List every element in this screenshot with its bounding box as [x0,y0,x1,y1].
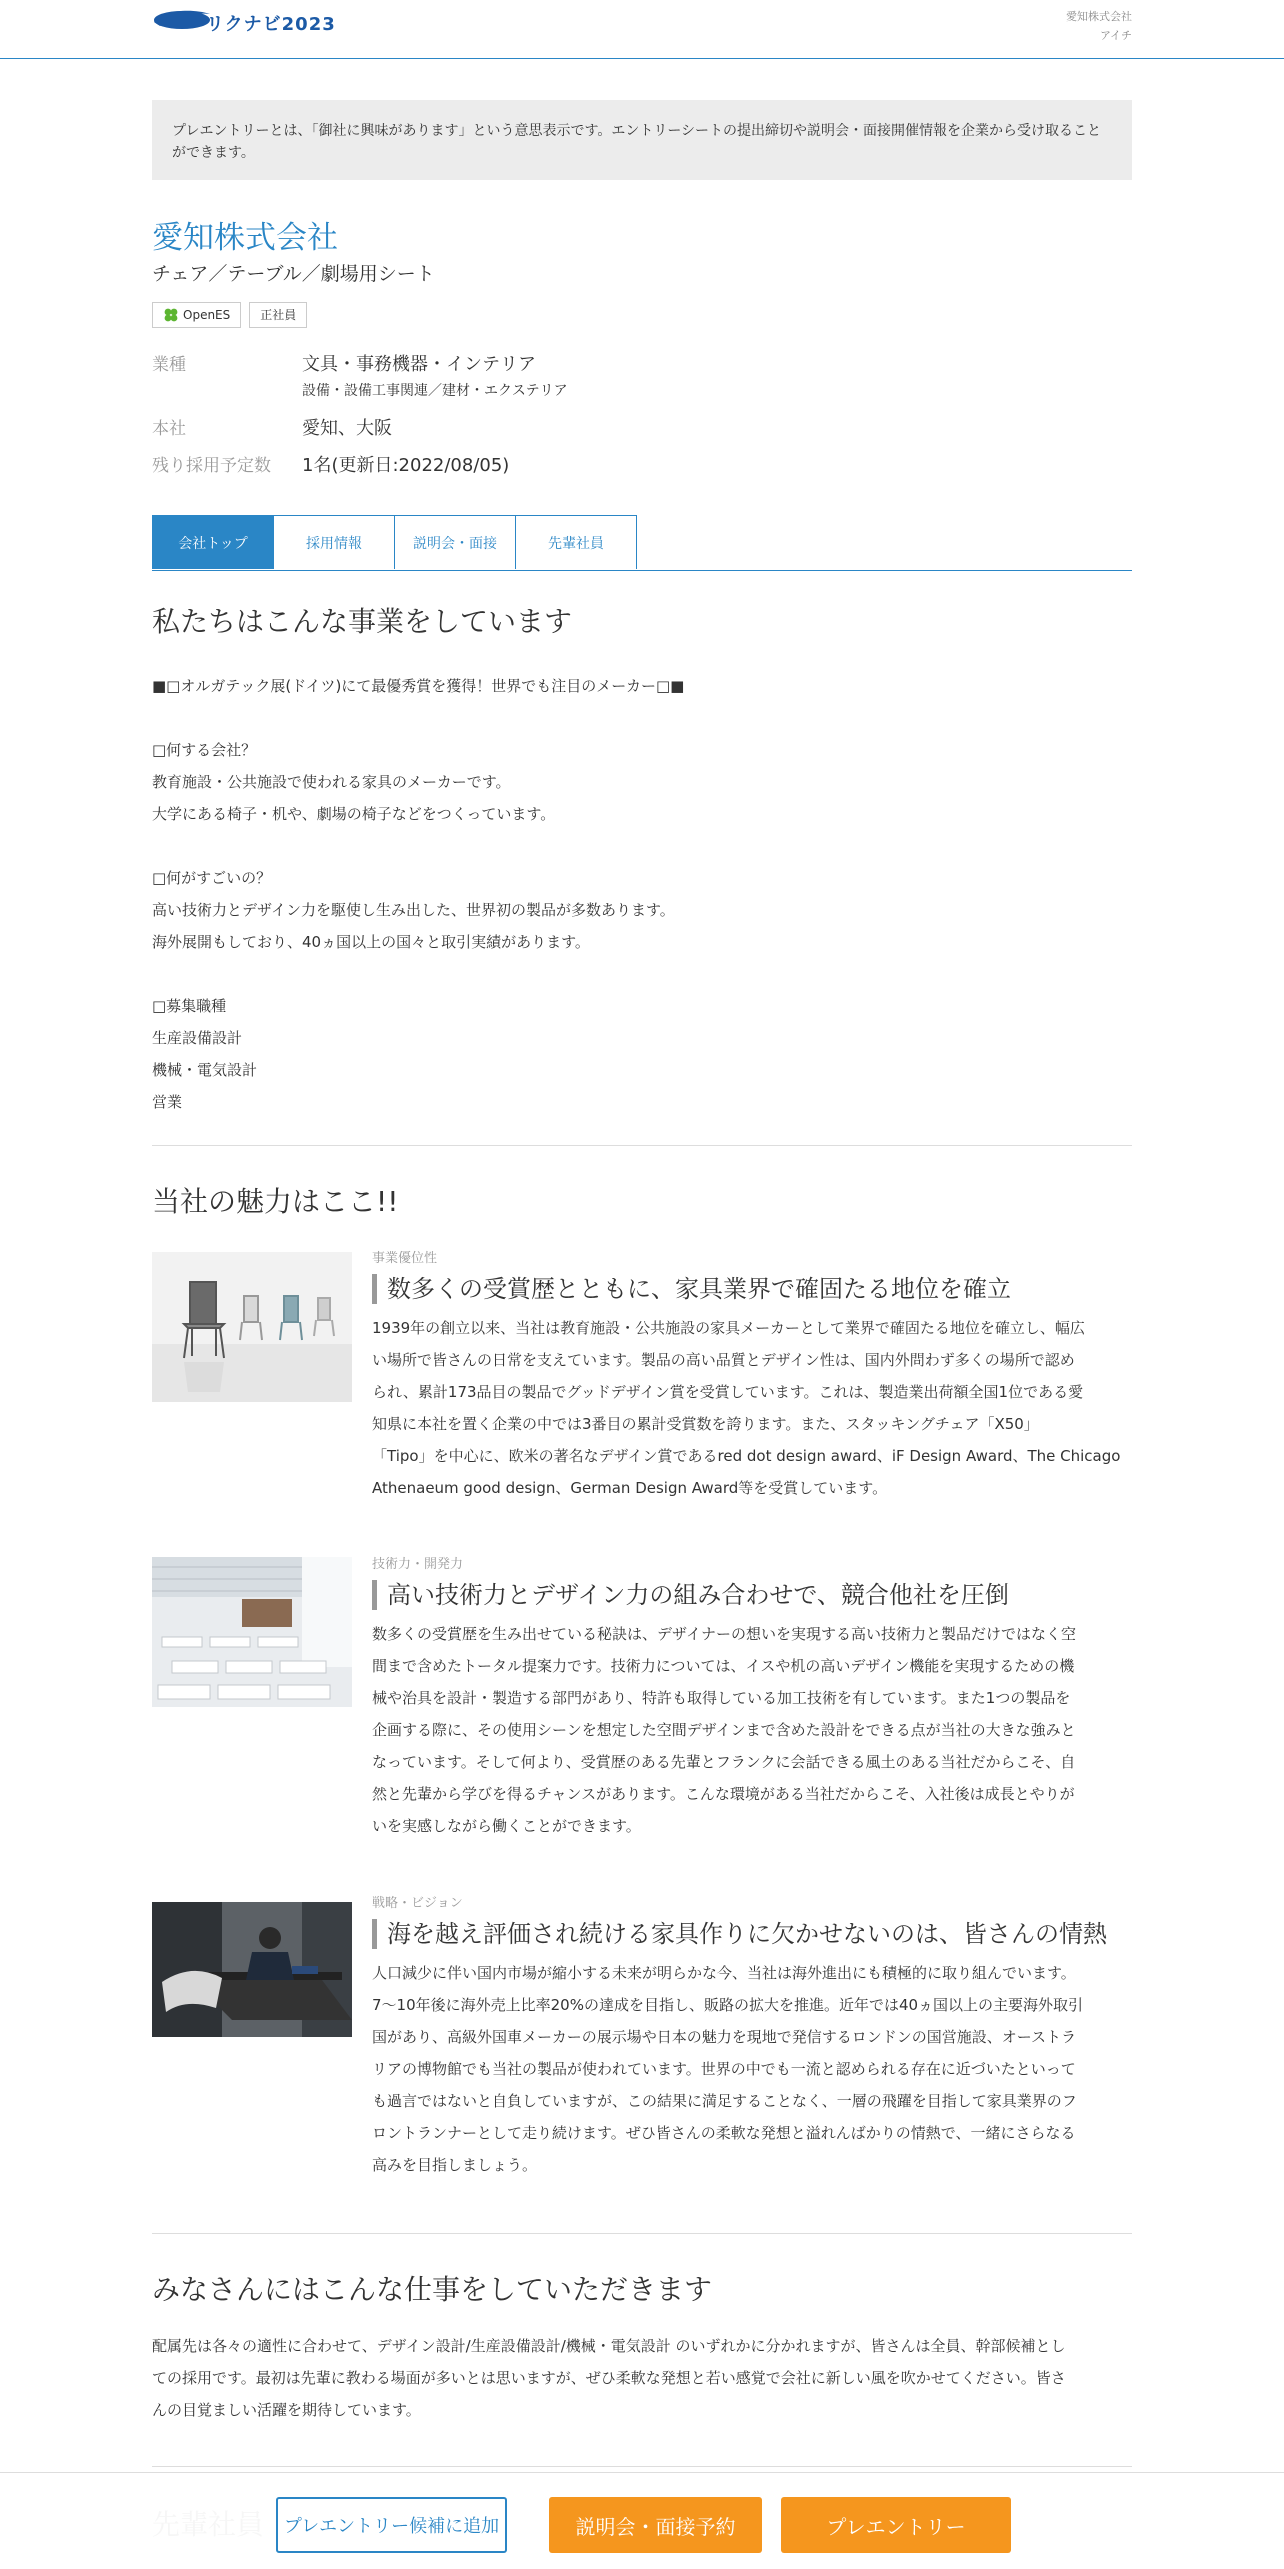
charm-title: 当社の魅力はここ!! [152,1185,399,1218]
business-line: 海外展開もしており、40ヵ国以上の国々と取引実績があります。 [152,933,590,951]
charm-category: 戦略・ビジョン [372,1896,463,1911]
charm-photo-chairs [152,1252,352,1402]
business-line [152,958,1132,990]
remaining-value: 1名(更新日:2022/08/05) [302,455,510,476]
chair-photo-image [152,1252,352,1402]
charm-line: なっています。そして何より、受賞歴のある先輩とフランクに会話できる風土のある当社だからこそ、自 [372,1753,1076,1771]
business-line: 機械・電気設計 [152,1061,258,1079]
company-tabs [152,515,1132,571]
charm-line: 知県に本社を置く企業の中では3番目の累計受賞数を誇ります。また、スタッキングチェア「X50」 [372,1415,1039,1433]
industry-sub: 設備・設備工事関連／建材・エクステリア [302,383,568,399]
tag-openes-label: OpenES [183,308,231,322]
charm-line: 1939年の創立以来、当社は教育施設・公共施設の家具メーカーとして業界で確固たる地位を確立し、幅広 [372,1319,1085,1337]
charm-body [372,1250,1132,1504]
charm-line: いを実感しながら働くことができます。 [372,1817,641,1835]
section-divider [152,2233,1132,2234]
charm-text [372,1312,1132,1504]
seminar-reserve-button[interactable]: 説明会・面接予約 [549,2497,762,2553]
charm-heading: 高い技術力とデザイン力の組み合わせで、競合他社を圧倒 [372,1580,1132,1610]
tab-recruitment[interactable]: 採用情報 [273,515,395,569]
header-company-name: 愛知株式会社 [1066,10,1132,23]
work-line: んの目覚ましい活躍を期待しています。 [152,2401,421,2419]
business-line: 教育施設・公共施設で使われる家具のメーカーです。 [152,773,511,791]
company-catch: チェア／テーブル／劇場用シート [152,263,435,285]
business-line: ■□オルガテック展(ドイツ)にて最優秀賞を獲得！世界でも注目のメーカー□■ [152,677,685,695]
business-line [152,830,1132,862]
charm-line: も過言ではないと自負していますが、この結果に満足することなく、一層の飛躍を目指して家具業界のフ [372,2092,1077,2110]
section-divider [152,2466,1132,2467]
business-line: □募集職種 [152,997,227,1015]
tab-company-top[interactable]: 会社トップ [152,515,274,569]
work-line: 配属先は各々の適性に合わせて、デザイン設計/生産設備設計/機械・電気設計 のいずれかに分かれますが、皆さんは全員、幹部候補とし [152,2337,1066,2355]
tag-openes [152,302,241,328]
charm-line: リアの博物館でも当社の製品が使われています。世界の中でも一流と認められる存在に近づいたといって [372,2060,1076,2078]
work-line: ての採用です。最初は先輩に教わる場面が多いとは思いますが、ぜひ柔軟な発想と若い感覚で会社に新しい風を吹かせてください。皆さ [152,2369,1066,2387]
pre-entry-notice: プレエントリーとは、「御社に興味があります」という意思表示です。エントリーシートの提出締切や説明会・面接開催情報を企業から受け取ることができます。 [152,100,1132,180]
hq-value: 愛知、大阪 [302,418,392,439]
charm-line: 企画する際に、その使用シーンを想定した空間デザインまで含めた設計をできる点が当社の大きな強みと [372,1721,1076,1739]
charm-line: 高みを目指しましょう。 [372,2156,538,2174]
charm-heading: 数多くの受賞歴とともに、家具業界で確固たる地位を確立 [372,1274,1132,1304]
charm-line: 「Tipo」を中心に、欧米の著名なデザイン賞であるred dot design award、iF Design Award、The Chicago [372,1447,1121,1465]
charm-category: 技術力・開発力 [372,1557,464,1572]
business-title: 私たちはこんな事業をしています [152,605,573,638]
business-line: 生産設備設計 [152,1029,243,1047]
charm-line: 然と先輩から学びを得るチャンスがあります。こんな環境がある当社だからこそ、入社後は成長とやりが [372,1785,1075,1803]
add-preentry-candidate-button[interactable]: プレエントリー候補に追加 [276,2497,507,2553]
preentry-button[interactable]: プレエントリー [781,2497,1011,2553]
charm-photo-classroom [152,1557,352,1707]
charm-line: 数多くの受賞歴を生み出せている秘訣は、デザイナーの想いを実現する高い技術力と製品だけではなく空 [372,1625,1076,1643]
business-line [152,702,1132,734]
tag-fulltime: 正社員 [249,302,307,328]
company-tags [152,302,1132,328]
charm-line: 械や治具を設計・製造する部門があり、特許も取得している加工技術を有しています。また1つの製品を [372,1689,1071,1707]
tab-seminar[interactable]: 説明会・面接 [394,515,516,569]
section-divider [152,1145,1132,1146]
charm-line: い場所で皆さんの日常を支えています。製品の高い品質とデザイン性は、国内外問わず多くの場所で認め [372,1351,1075,1369]
logo-text: リクナビ2023 [206,14,336,35]
charm-body [372,1556,1132,1842]
charm-line: られ、累計173品目の製品でグッドデザイン賞を受賞しています。これは、製造業出荷額全国1位である愛 [372,1383,1084,1401]
charm-line: Athenaeum good design、German Design Award等を受賞しています。 [372,1479,888,1497]
charm-photo-office [152,1902,352,2052]
business-line: 高い技術力とデザイン力を駆使し生み出した、世界初の製品が多数あります。 [152,901,675,919]
office-photo-image [152,1902,352,2037]
remaining-label: 残り採用予定数 [152,456,271,476]
business-line: 営業 [152,1093,183,1111]
charm-text [372,1957,1132,2181]
business-line: □何する会社？ [152,741,257,759]
charm-line: 人口減少に伴い国内市場が縮小する未来が明らかな今、当社は海外進出にも積極的に取り組んでいます。 [372,1964,1076,1982]
charm-line: 間まで含めたトータル提案力です。技術力については、イスや机の高いデザイン機能を実現するための機 [372,1657,1075,1675]
classroom-photo-image [152,1557,352,1707]
industry-label: 業種 [152,355,186,375]
work-text [152,2330,1132,2426]
info-row-remaining [152,451,509,477]
charm-text [372,1618,1132,1842]
charm-line: 国があり、高級外国車メーカーの展示場や日本の魅力を現地で発信するロンドンの国営施設、オーストラ [372,2028,1076,2046]
header-company-kana: アイチ [1099,29,1132,42]
info-row-hq [152,414,392,440]
charm-line: ロントランナーとして走り続けます。ぜひ皆さんの柔軟な発想と溢れんばかりの情熱で、一緒にさらなる [372,2124,1076,2142]
industry-main: 文具・事務機器・インテリア [302,354,536,375]
charm-heading: 海を越え評価され続ける家具作りに欠かせないのは、皆さんの情熱 [372,1919,1132,1949]
site-header [0,0,1284,59]
hq-label: 本社 [152,419,186,439]
business-line: 大学にある椅子・机や、劇場の椅子などをつくっています。 [152,805,556,823]
info-row-industry [152,350,568,400]
charm-body [372,1895,1132,2181]
company-name: 愛知株式会社 [152,220,338,256]
charm-category: 事業優位性 [372,1251,438,1266]
bottom-action-bar [0,2472,1284,2569]
clover-icon [163,307,179,323]
business-line: □何がすごいの？ [152,869,272,887]
rikunabi-logo[interactable] [152,6,336,35]
tab-senpai[interactable]: 先輩社員 [515,515,637,569]
charm-line: 7～10年後に海外売上比率20%の達成を目指し、販路の拡大を推進。近年では40ヵ国以上の主要海外取引 [372,1996,1084,2014]
business-text [152,670,1132,1118]
work-title: みなさんにはこんな仕事をしていただきます [152,2273,713,2306]
